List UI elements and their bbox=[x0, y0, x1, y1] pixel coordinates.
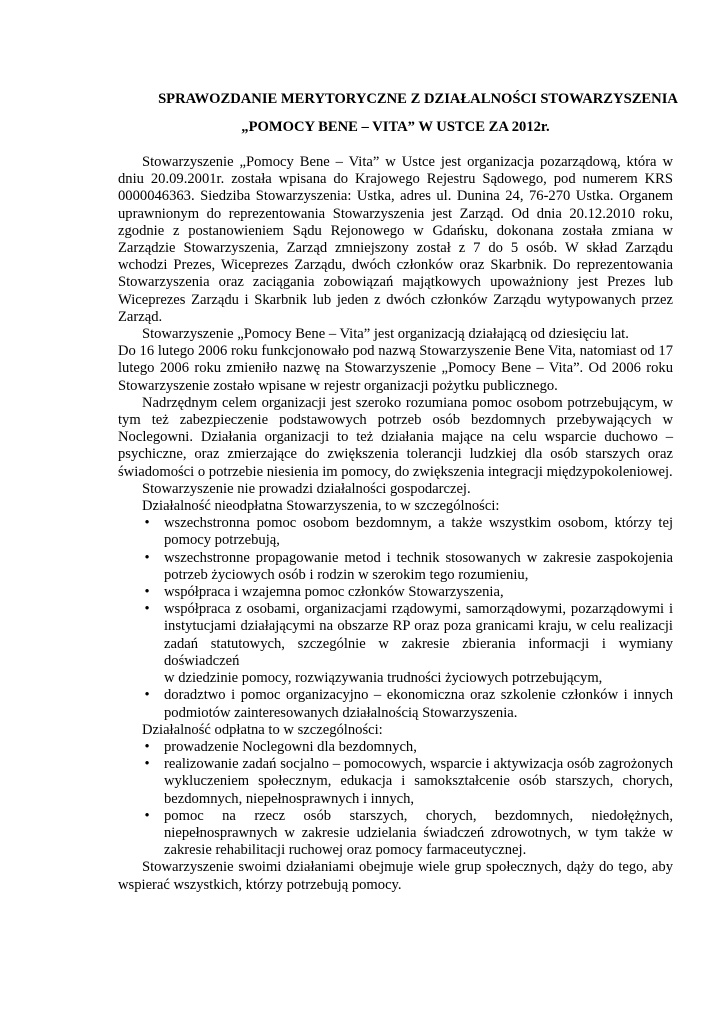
paragraph-activity-duration: Stowarzyszenie „Pomocy Bene – Vita” jest organizacją działającą od dziesięciu lat. bbox=[142, 326, 629, 343]
bullet-icon: • bbox=[144, 687, 150, 704]
document-title-line-2: „POMOCY BENE – VITA” W USTCE ZA 2012r. bbox=[241, 119, 550, 135]
list-item-text: wszechstronne propagowanie metod i technik stosowanych w zakresie zaspokojenia potrzeb życiowych osób i rodzin w szerokim tego rozumieniu, bbox=[164, 549, 673, 583]
bullet-icon: • bbox=[144, 515, 150, 532]
list-item bbox=[118, 808, 673, 860]
document-body bbox=[118, 90, 678, 894]
list-item bbox=[118, 584, 673, 601]
bullet-icon: • bbox=[144, 807, 150, 824]
list-item-text: współpraca i wzajemna pomoc członków Stowarzyszenia, bbox=[164, 584, 504, 601]
list-item bbox=[118, 515, 673, 549]
paragraph-name-history: Do 16 lutego 2006 roku funkcjonowało pod nazwą Stowarzyszenie Bene Vita, natomiast od 17 lutego 2006 roku zmieniło nazwę na Stowarzyszenie „Pomocy Bene – Vita”. Od 2006 roku Stowarzyszenie zostało wpisane w rejestr organizacji pożytku publicznego. bbox=[118, 343, 673, 394]
paragraph-closing: Stowarzyszenie swoimi działaniami obejmuje wiele grup społecznych, dąży do tego, aby wspierać wszystkich, którzy potrzebują pomocy. bbox=[118, 859, 673, 893]
list-item-text: prowadzenie Noclegowni dla bezdomnych, bbox=[164, 738, 417, 755]
bullet-icon: • bbox=[144, 756, 150, 773]
paragraph-main-goal: Nadrzędnym celem organizacji jest szeroko rozumiana pomoc osobom potrzebującym, w tym też zabezpieczenie podstawowych potrzeb osób bezdomnych przebywających w Noclegowni. Działania organizacji to też działania mające na celu wsparcie duchowo – psychiczne, oraz zmierzające do zwiększenia tolerancji ludzkiej dla osób starszych oraz świadomości o potrzebie niesienia im pomocy, do zwiększenia integracji międzypokoleniowej. bbox=[118, 394, 673, 480]
list-item-continuation: w dziedzinie pomocy, rozwiązywania trudności życiowych potrzebującym, bbox=[164, 670, 603, 687]
list-item-text: doradztwo i pomoc organizacyjno – ekonomiczna oraz szkolenie członków i innych podmiotów zainteresowanych działalnością Stowarzyszenia. bbox=[164, 687, 673, 721]
paragraph-paid-activity-intro: Działalność odpłatna to w szczególności: bbox=[142, 721, 383, 738]
free-activity-list-continued bbox=[118, 687, 673, 721]
bullet-icon: • bbox=[144, 549, 150, 566]
list-item bbox=[118, 550, 673, 584]
list-item bbox=[118, 739, 673, 756]
paragraph-organization-info: Stowarzyszenie „Pomocy Bene – Vita” w Ustce jest organizacja pozarządową, która w dniu 20.09.2001r. została wpisana do Krajowego Rejestru Sądowego, pod numerem KRS 0000046363. Siedziba Stowarzyszenia: Ustka, adres ul. Dunina 24, 76-270 Ustka. Organem uprawnionym do reprezentowania Stowarzyszenia jest Zarząd. Od dnia 20.12.2010 roku, zgodnie z postanowieniem Sądu Rejonowego w Gdańsku, dokonana została zmiana w Zarządzie Stowarzyszenia, Zarząd zmniejszony został z 7 do 5 osób. W skład Zarządu wchodzi Prezes, Wiceprezes Zarządu, dwóch członków oraz Skarbnik. Do reprezentowania Stowarzyszenia oraz zaciągania zobowiązań majątkowych upoważniony jest Prezes lub Wiceprezes Zarządu i Skarbnik lub jeden z dwóch członków Zarządu wytypowanych przez Zarząd. bbox=[118, 154, 673, 325]
list-item bbox=[118, 687, 673, 721]
list-item-text: wszechstronna pomoc osobom bezdomnym, a także wszystkim osobom, którzy tej pomocy potrzebują, bbox=[164, 515, 673, 549]
paid-activity-list bbox=[118, 739, 673, 859]
list-item bbox=[118, 601, 673, 670]
bullet-icon: • bbox=[144, 601, 150, 618]
list-item-text: realizowanie zadań socjalno – pomocowych, wsparcie i aktywizacja osób zagrożonych wykluczeniem społecznym, edukacja i samokształcenie osób starszych, chorych, bezdomnych, niepełnosprawnych i innych, bbox=[164, 756, 673, 807]
bullet-icon: • bbox=[144, 738, 150, 755]
bullet-icon: • bbox=[144, 584, 150, 601]
paragraph-free-activity-intro: Działalność nieodpłatna Stowarzyszenia, to w szczególności: bbox=[142, 498, 500, 515]
paragraph-no-business: Stowarzyszenie nie prowadzi działalności gospodarczej. bbox=[142, 480, 471, 497]
list-item-text: współpraca z osobami, organizacjami rządowymi, samorządowymi, pozarządowymi i instytucjami działającymi na obszarze RP oraz poza granicami kraju, w celu realizacji zadań statutowych, szczególnie w zakresie zbierania informacji i wymiany doświadczeń bbox=[164, 601, 673, 669]
list-item-text: pomoc na rzecz osób starszych, chorych, bezdomnych, niedołężnych, niepełnosprawnych w zakresie udzielania świadczeń zdrowotnych, w tym także w zakresie rehabilitacji ruchowej oraz pomocy farmaceutycznej. bbox=[164, 807, 673, 859]
free-activity-list bbox=[118, 515, 673, 670]
list-item bbox=[118, 756, 673, 808]
document-title-line-1: SPRAWOZDANIE MERYTORYCZNE Z DZIAŁALNOŚCI STOWARZYSZENIA bbox=[158, 91, 678, 107]
